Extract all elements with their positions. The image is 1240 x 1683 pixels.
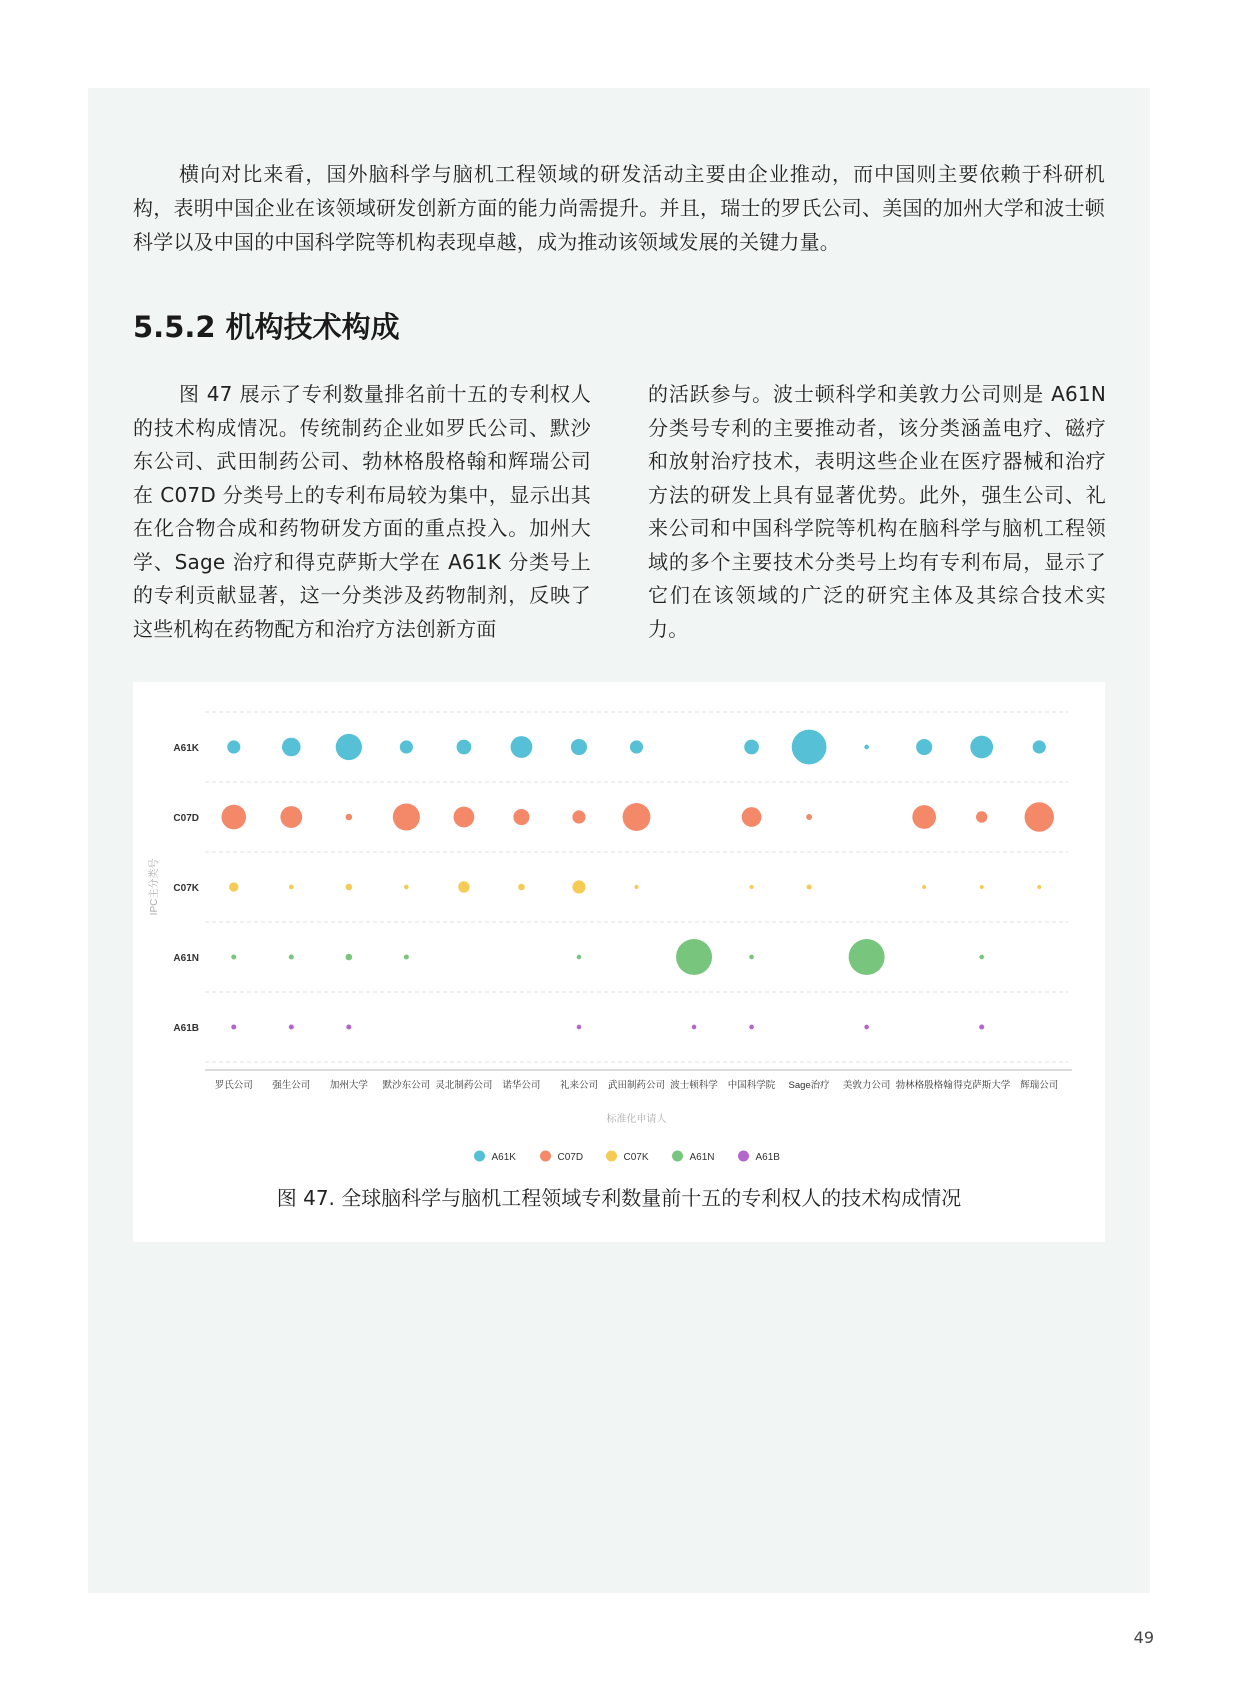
bubble-c07k <box>458 881 469 892</box>
bubble-a61k <box>457 740 472 755</box>
bubble-c07k <box>404 885 409 890</box>
bubble-c07d <box>976 811 987 822</box>
bubble-c07d <box>806 814 812 820</box>
bubble-a61b <box>577 1025 582 1030</box>
bubble-a61k <box>864 745 869 750</box>
bubble-c07d <box>393 803 420 830</box>
bubble-c07k <box>518 884 525 891</box>
figure-caption: 图 47. 全球脑科学与脑机工程领域专利数量前十五的专利权人的技术构成情况 <box>276 1186 962 1210</box>
bubble-a61k <box>1033 740 1046 753</box>
y-tick-label: A61N <box>173 953 199 964</box>
x-tick-label: 礼来公司 <box>559 1080 598 1091</box>
x-tick-label: 加州大学 <box>329 1080 368 1091</box>
bubble-c07k <box>634 885 638 889</box>
bubble-c07d <box>513 809 529 825</box>
legend-marker <box>738 1151 749 1162</box>
bubble-a61b <box>692 1025 697 1030</box>
bubble-a61n <box>577 955 582 960</box>
bubble-a61k <box>970 736 993 759</box>
bubble-a61k <box>630 740 643 753</box>
bubble-a61n <box>749 955 754 960</box>
legend-label: C07K <box>623 1152 649 1163</box>
body-text-right-column: 的活跃参与。波士顿科学和美敦力公司则是 A61N 分类号专利的主要推动者，该分类涵盖电疗、磁疗和放射治疗技术，表明这些企业在医疗器械和治疗方法的研发上具有显著优势。此外，强生公司、礼来公司和中国科学院等机构在脑科学与脑机工程领域的多个主要技术分类号上均有专利布局，显示了它们在该领域的广泛的研究主体及其综合技术实力。 <box>648 382 1106 641</box>
legend-marker <box>672 1151 683 1162</box>
bubble-c07k <box>1037 885 1041 889</box>
bubble-c07k <box>289 885 294 890</box>
x-tick-label: 辉瑞公司 <box>1020 1080 1059 1091</box>
x-tick-label: 默沙东公司 <box>382 1080 431 1091</box>
legend-label: A61B <box>755 1152 780 1163</box>
bubble-a61n <box>676 939 712 975</box>
bubble-a61b <box>749 1025 754 1030</box>
bubble-a61k <box>400 740 413 753</box>
y-tick-label: A61B <box>173 1023 199 1034</box>
intro-paragraph: 横向对比来看，国外脑科学与脑机工程领域的研发活动主要由企业推动，而中国则主要依赖于科研机构，表明中国企业在该领域研发创新方面的能力尚需提升。并且，瑞士的罗氏公司、美国的加州大学和波士顿科学以及中国的中国科学院等机构表现卓越，成为推动该领域发展的关键力量。 <box>133 162 1105 254</box>
bubble-c07d <box>1025 802 1054 831</box>
x-tick-label: 灵北制药公司 <box>435 1080 493 1091</box>
bubble-c07k <box>346 884 353 891</box>
bubble-a61k <box>511 736 533 758</box>
x-tick-label: 勃林格殷格翰 <box>895 1080 953 1091</box>
bubble-a61b <box>231 1024 236 1029</box>
bubble-a61n <box>404 954 409 959</box>
bubble-c07d <box>623 803 651 831</box>
bubble-chart <box>133 682 1105 1172</box>
bubble-a61b <box>289 1024 294 1029</box>
bubble-a61b <box>864 1025 869 1030</box>
legend-label: C07D <box>557 1152 584 1163</box>
body-text-left-column: 图 47 展示了专利数量排名前十五的专利权人的技术构成情况。传统制药企业如罗氏公司、默沙东公司、武田制药公司、勃林格殷格翰和辉瑞公司在 C07D 分类号上的专利布局较为集中，显示出其在化合物合成和药物研发方面的重点投入。加州大学、Sage 治疗和得克萨斯大学在 A61K 分类号上的专利贡献显著，这一分类涉及药物制剂，反映了这些机构在药物配方和治疗方法创新方面 <box>133 382 591 641</box>
bubble-a61k <box>792 730 827 765</box>
x-tick-label: 美敦力公司 <box>842 1080 891 1091</box>
x-tick-label: 波士顿科学 <box>670 1080 718 1091</box>
bubble-c07d <box>221 805 246 830</box>
bubble-c07d <box>572 810 585 823</box>
legend-marker <box>540 1151 551 1162</box>
bubble-c07d <box>454 807 475 828</box>
page-number: 49 <box>1133 1628 1154 1647</box>
legend-label: A61N <box>689 1152 715 1163</box>
figure-47 <box>133 682 1105 1242</box>
bubble-c07k <box>229 882 238 891</box>
y-tick-label: C07D <box>173 813 199 824</box>
bubble-c07k <box>807 884 812 889</box>
bubble-a61n <box>849 939 885 975</box>
bubble-a61k <box>227 740 240 753</box>
x-tick-label: 诺华公司 <box>502 1080 541 1091</box>
x-tick-label: 武田制药公司 <box>607 1080 666 1091</box>
bubble-a61n <box>289 954 294 959</box>
bubble-c07d <box>346 814 353 821</box>
y-axis-title: IPC主分类号 <box>149 858 160 916</box>
x-tick-label: Sage治疗 <box>788 1080 830 1091</box>
bubble-c07d <box>280 806 302 828</box>
bubble-c07k <box>980 885 984 889</box>
bubble-c07d <box>742 807 762 827</box>
x-axis-title: 标准化申请人 <box>606 1114 667 1125</box>
bubble-a61k <box>282 738 301 757</box>
bubble-c07k <box>922 885 926 889</box>
bubble-c07k <box>572 880 585 893</box>
x-tick-label: 得克萨斯大学 <box>953 1080 1011 1091</box>
x-tick-label: 中国科学院 <box>727 1080 776 1091</box>
bubble-a61n <box>346 954 353 961</box>
bubble-c07k <box>750 885 754 889</box>
y-tick-label: A61K <box>173 743 199 754</box>
bubble-a61k <box>571 739 587 755</box>
bubble-a61n <box>231 954 236 959</box>
bubble-a61b <box>346 1024 351 1029</box>
bubble-c07d <box>912 805 936 829</box>
x-tick-label: 强生公司 <box>272 1080 311 1091</box>
legend-marker <box>606 1151 617 1162</box>
legend-label: A61K <box>491 1152 516 1163</box>
bubble-a61k <box>744 740 759 755</box>
legend-marker <box>474 1151 485 1162</box>
bubble-a61k <box>916 739 932 755</box>
section-heading: 5.5.2 机构技术构成 <box>133 310 400 344</box>
bubble-a61k <box>336 734 362 760</box>
x-tick-label: 罗氏公司 <box>214 1080 253 1091</box>
bubble-a61n <box>979 955 984 960</box>
bubble-a61b <box>979 1024 984 1029</box>
y-tick-label: C07K <box>173 883 199 894</box>
